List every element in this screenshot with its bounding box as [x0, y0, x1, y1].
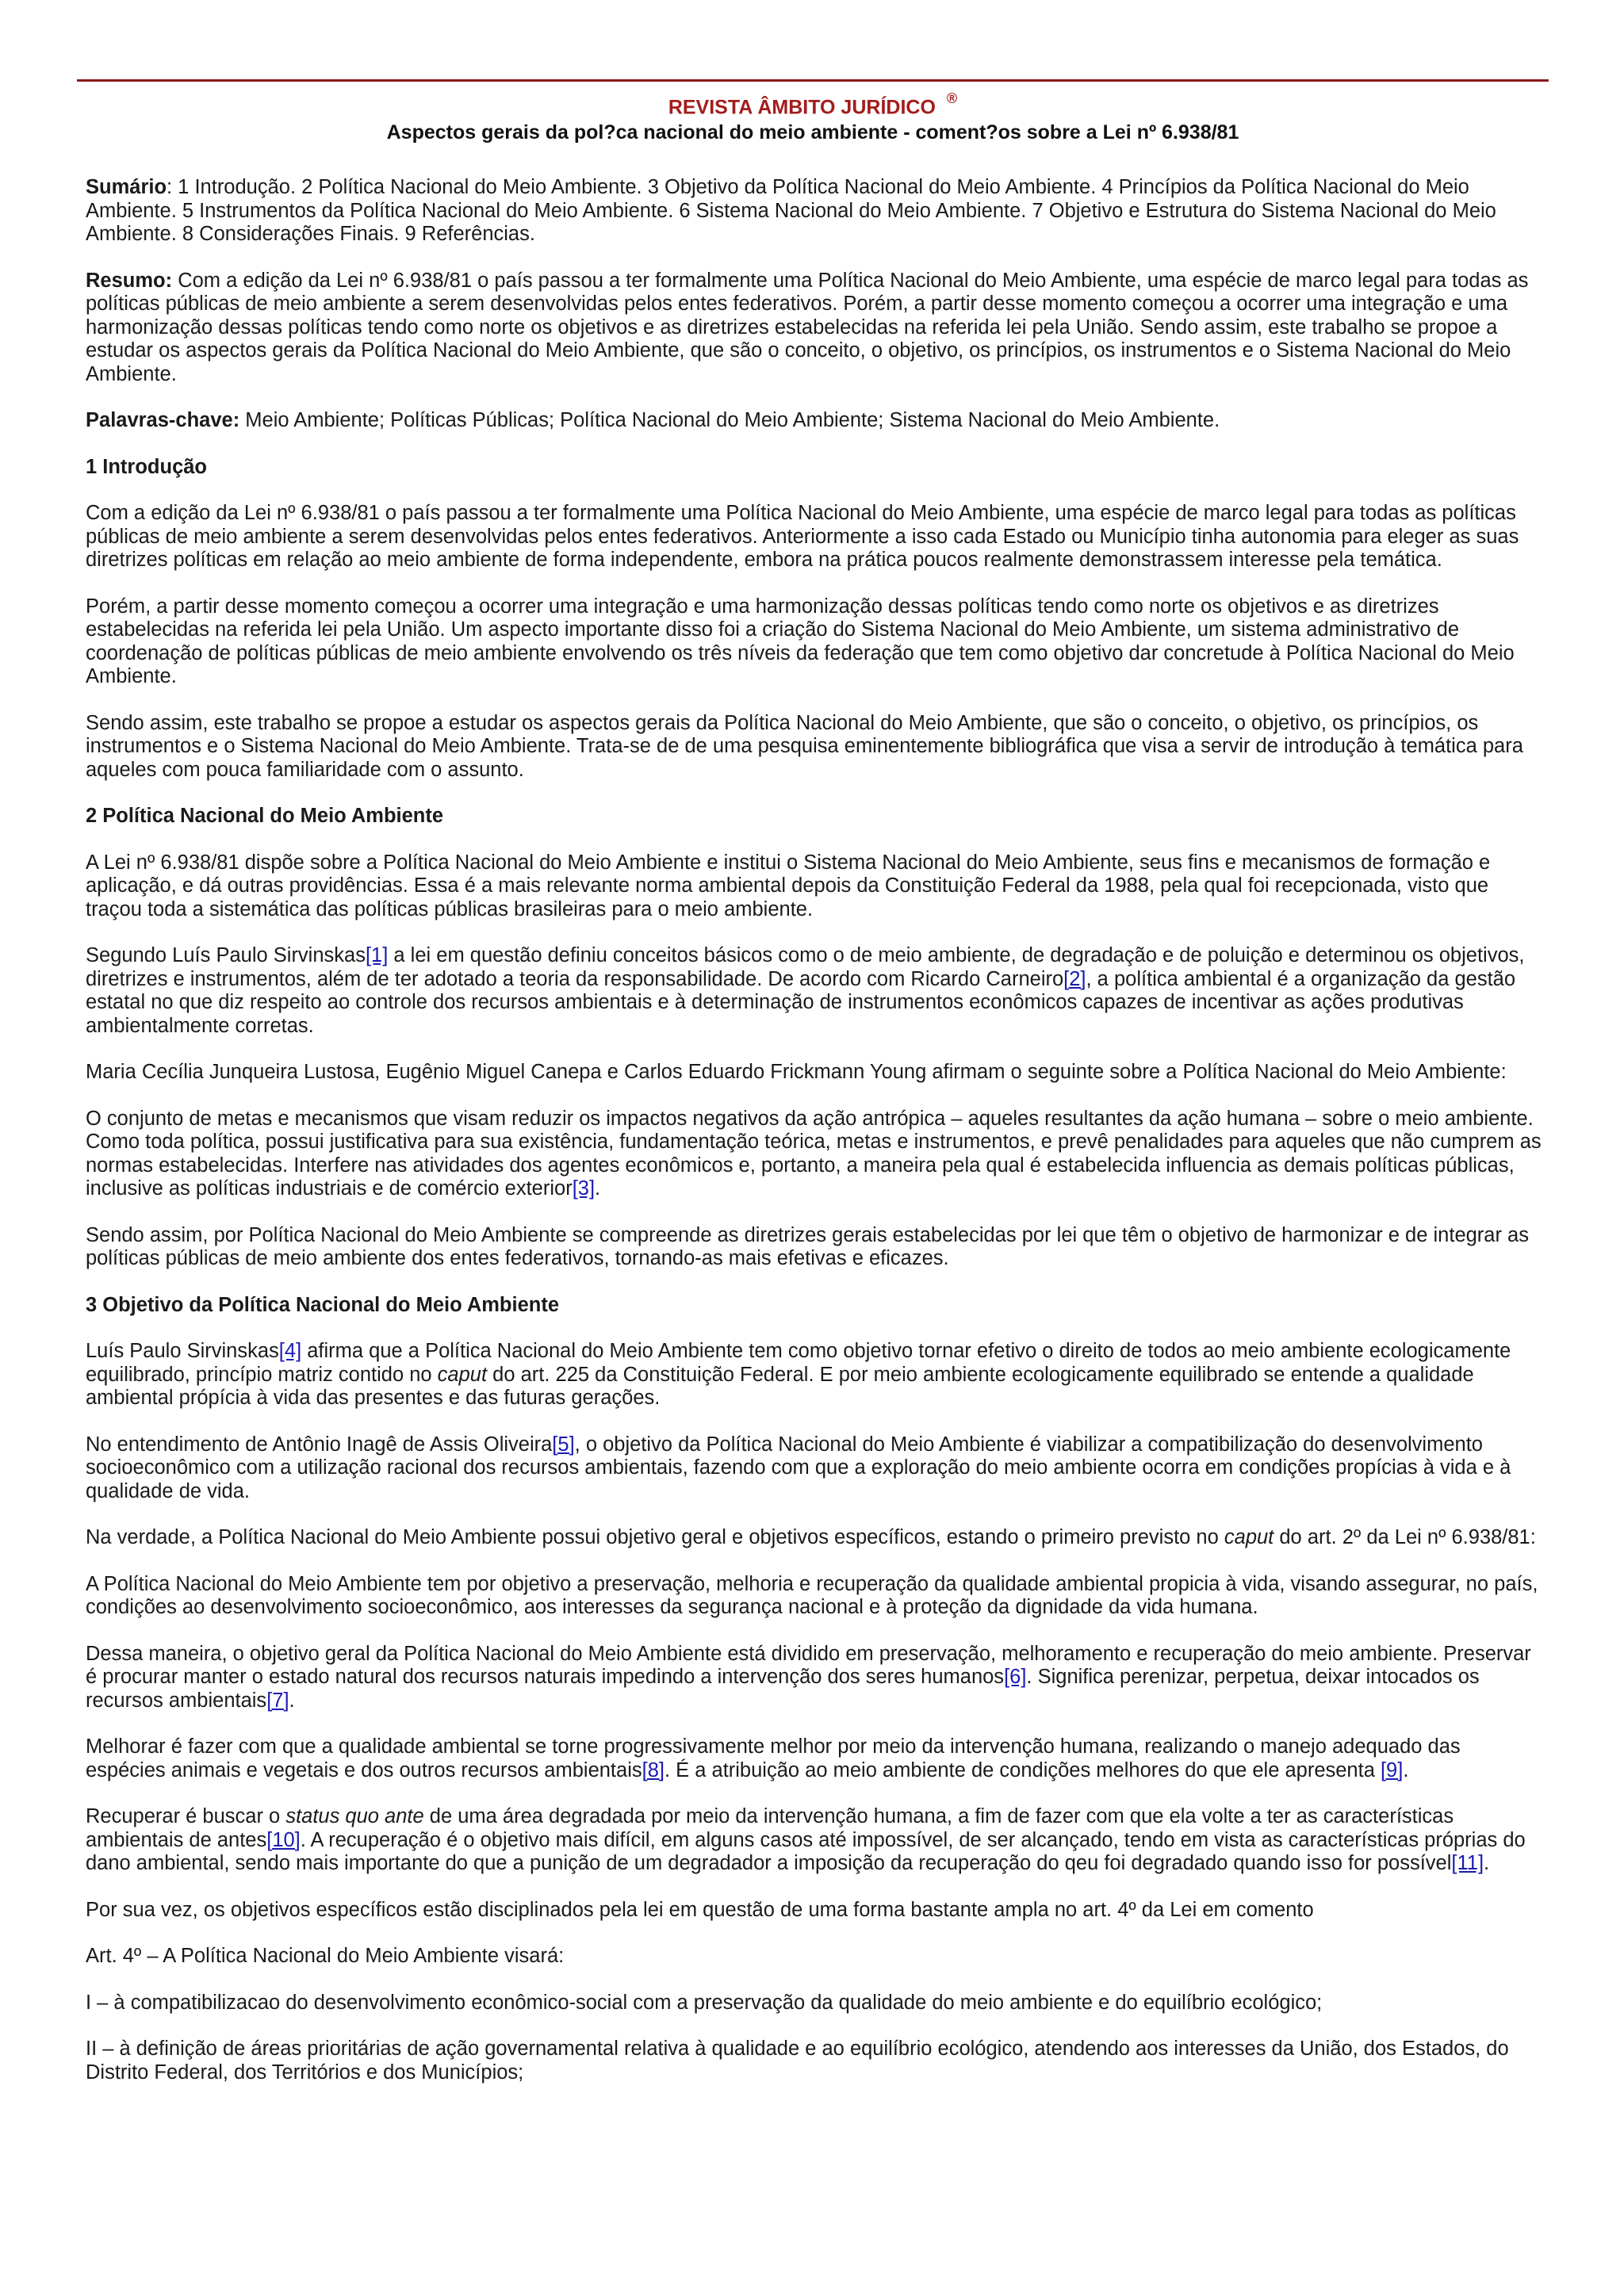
paragraph: Por sua vez, os objetivos específicos estão disciplinados pela lei em questão de uma forma bastante ampla no art. 4º da Lei em comento — [86, 1898, 1314, 1921]
text-run: do art. 225 da Constituição Federal. E por meio ambiente ecologicamente equilibrado se entende a qualidade ambiental própícia à vida das presentes e das futuras gerações. — [86, 1363, 1474, 1409]
text-run: Na verdade, a Política Nacional do Meio Ambiente possui objetivo geral e objetivos específicos, estando o primeiro previsto no — [86, 1526, 1224, 1548]
paragraph: A Lei nº 6.938/81 dispõe sobre a Política Nacional do Meio Ambiente e institui o Sistema Nacional do Meio Ambiente, seus fins e mecanismos de formação e aplicação, e dá outras providências. Essa é a mais relevante norma ambiental depois da Constituição Federal da 1988, pela qual foi recepcionada, visto que traçou toda a sistemática das políticas públicas brasileiras para o meio ambiente. — [86, 851, 1491, 920]
law-item: I – à compatibilizacao do desenvolvimento econômico-social com a preservação da qualidade do meio ambiente e do equilíbrio ecológico; — [86, 1991, 1323, 2014]
text-run: , o objetivo da Política Nacional do Meio Ambiente é viabilizar a compatibilização do desenvolvimento socioeconômico com a utilização racional dos recursos ambientais, fazendo com que a exploração do meio ambiente ocorra em condições propícias à vida e à qualidade de vida. — [86, 1433, 1511, 1502]
text-run: Segundo Luís Paulo Sirvinskas — [86, 944, 366, 966]
article-body — [86, 176, 1543, 2107]
article-title: Aspectos gerais da pol?ca nacional do meio ambiente - coment?os sobre a Lei nº 6.938/81 — [386, 121, 1239, 144]
footnote-link-8[interactable]: [8] — [642, 1758, 665, 1781]
text-run: O conjunto de metas e mecanismos que visam reduzir os impactos negativos da ação antrópica – aqueles resultantes da ação humana – sobre o meio ambiente. Como toda política, possui justificativa para sua existência, fundamentação teórica, metas e instrumentos, e prevê penalidades para aqueles que não cumprem as normas estabelecidas. Interfere nas atividades dos agentes econômicos e, portanto, a maneira pela qual é estabelecida influencia as demais políticas públicas, inclusive as políticas industriais e de comércio exterior — [86, 1107, 1542, 1200]
keywords-label: Palavras-chave: — [86, 409, 240, 431]
paragraph — [86, 1643, 1543, 1713]
text-run: . — [1403, 1758, 1409, 1781]
keywords-text: Meio Ambiente; Políticas Públicas; Política Nacional do Meio Ambiente; Sistema Nacional do Meio Ambiente. — [239, 409, 1220, 431]
footnote-link-1[interactable]: [1] — [365, 944, 389, 966]
footnote-link-10[interactable]: [10] — [266, 1828, 301, 1851]
document-header — [77, 89, 1549, 145]
abstract-text: Com a edição da Lei nº 6.938/81 o país passou a ter formalmente uma Política Nacional do Meio Ambiente, uma espécie de marco legal para todas as políticas públicas de meio ambiente a serem desenvolvidas pelos entes federativos. Porém, a partir desse momento começou a ocorrer uma integração e uma harmonização dessas políticas tendo como norte os objetivos e as diretrizes estabelecidas na referida lei pela União. Sendo assim, este trabalho se propoe a estudar os aspectos gerais da Política Nacional do Meio Ambiente, que são o conceito, o objetivo, os princípios, os instrumentos e o Sistema Nacional do Meio Ambiente. — [86, 269, 1529, 385]
paragraph — [86, 1433, 1543, 1504]
section-heading-3: 3 Objetivo da Política Nacional do Meio Ambiente — [86, 1293, 559, 1316]
text-run: . — [289, 1689, 295, 1712]
text-run: . — [1484, 1852, 1490, 1874]
paragraph: Maria Cecília Junqueira Lustosa, Eugênio Miguel Canepa e Carlos Eduardo Frickmann Young afirmam o seguinte sobre a Política Nacional do Meio Ambiente: — [86, 1061, 1507, 1083]
text-run: do art. 2º da Lei nº 6.938/81: — [1274, 1526, 1536, 1548]
footnote-link-5[interactable]: [5] — [552, 1433, 575, 1456]
section-heading-2: 2 Política Nacional do Meio Ambiente — [86, 805, 444, 827]
paragraph — [86, 1340, 1543, 1410]
abstract-label: Resumo: — [86, 269, 173, 292]
paragraph — [86, 1526, 1543, 1550]
text-run: Dessa maneira, o objetivo geral da Política Nacional do Meio Ambiente está dividido em preservação, melhoramento e recuperação do meio ambiente. Preservar é procurar manter o estado natural dos recursos naturais impedindo a intervenção dos seres humanos — [86, 1642, 1531, 1688]
registered-mark: ® — [946, 90, 958, 106]
text-run: , a política ambiental é a organização da gestão estatal no que diz respeito ao controle dos recursos ambientais e à determinação de instrumentos econômicos capazes de incentivar as ações produtivas ambientalmente corretas. — [86, 967, 1516, 1037]
text-run: . — [595, 1177, 601, 1200]
italic-term: status quo ante — [285, 1805, 424, 1827]
keywords-paragraph — [86, 409, 1543, 433]
paragraph: Com a edição da Lei nº 6.938/81 o país passou a ter formalmente uma Política Nacional do Meio Ambiente, uma espécie de marco legal para todas as políticas públicas de meio ambiente a serem desenvolvidas pelos entes federativos. Anteriormente a isso cada Estado ou Município tinha autonomia para eleger as suas diretrizes políticas em relação ao meio ambiente de forma independente, embora na prática poucos realmente demonstrassem interesse pela temática. — [86, 502, 1519, 571]
summary-paragraph — [86, 176, 1543, 247]
text-run: Luís Paulo Sirvinskas — [86, 1340, 279, 1362]
footnote-link-11[interactable]: [11] — [1451, 1852, 1484, 1874]
paragraph — [86, 1735, 1543, 1782]
text-run: . A recuperação é o objetivo mais difícil, em alguns casos até impossível, de ser alcançado, tendo em vista as características próprias do dano ambiental, sendo mais importante do que a punição de um degradador a imposição da recuperação do qeu foi degradado quando isso for possível — [86, 1828, 1526, 1874]
journal-name-text: REVISTA ÂMBITO JURÍDICO — [668, 96, 936, 119]
text-run: afirma que a Política Nacional do Meio Ambiente tem como objetivo tornar efetivo o direito de todos ao meio ambiente ecologicamente equilibrado, princípio matriz contido no — [86, 1340, 1511, 1386]
section-heading-1: 1 Introdução — [86, 455, 208, 478]
text-run: a lei em questão definiu conceitos básicos como o de meio ambiente, de degradação e de poluição e determinou os objetivos, diretrizes e instrumentos, além de ter adotado a teoria da responsabilidade. De acordo com Ricardo Carneiro — [86, 944, 1525, 990]
footnote-link-6[interactable]: [6] — [1004, 1666, 1027, 1688]
italic-term: caput — [437, 1363, 488, 1386]
footnote-link-4[interactable]: [4] — [278, 1340, 302, 1362]
quote-paragraph: A Política Nacional do Meio Ambiente tem por objetivo a preservação, melhoria e recuperação da qualidade ambiental propicia à vida, visando assegurar, no país, condições ao desenvolvimento socioeconômico, aos interesses da segurança nacional e à proteção da dignidade da vida humana. — [86, 1572, 1538, 1618]
paragraph — [86, 944, 1543, 1038]
italic-term: caput — [1224, 1526, 1274, 1548]
summary-label: Sumário — [86, 176, 167, 198]
text-run: No entendimento de Antônio Inagê de Assis Oliveira — [86, 1433, 553, 1456]
text-run: de uma área degradada por meio da intervenção humana, a fim de fazer com que ela volte a ter as características ambientais de antes — [86, 1805, 1454, 1851]
footnote-link-9[interactable]: [9] — [1380, 1758, 1404, 1781]
law-item: II – à definição de áreas prioritárias de ação governamental relativa à qualidade e ao equilíbrio ecológico, atendendo aos interesses da União, dos Estados, do Distrito Federal, dos Territórios e dos Municípios; — [86, 2038, 1509, 2084]
abstract-paragraph — [86, 270, 1543, 387]
text-run: Melhorar é fazer com que a qualidade ambiental se torne progressivamente melhor por meio da intervenção humana, realizando o manejo adequado das espécies animais e vegetais e dos outros recursos ambientais — [86, 1735, 1461, 1781]
text-run: . Significa perenizar, perpetua, deixar intocados os recursos ambientais — [86, 1666, 1480, 1712]
paragraph — [86, 1805, 1543, 1876]
paragraph: Sendo assim, por Política Nacional do Meio Ambiente se compreende as diretrizes gerais estabelecidas por lei que têm o objetivo de harmonizar e de integrar as políticas públicas de meio ambiente dos entes federativos, tornando-as mais efetivas e eficazes. — [86, 1223, 1529, 1269]
header-rule — [77, 79, 1549, 82]
paragraph: Sendo assim, este trabalho se propoe a estudar os aspectos gerais da Política Nacional do Meio Ambiente, que são o conceito, o objetivo, os princípios, os instrumentos e o Sistema Nacional do Meio Ambiente. Trata-se de de uma pesquisa eminentemente bibliográfica que visa a servir de introdução à temática para aqueles com pouca familiaridade com o assunto. — [86, 711, 1523, 781]
summary-text: : 1 Introdução. 2 Política Nacional do Meio Ambiente. 3 Objetivo da Política Nacional do Meio Ambiente. 4 Princípios da Política Nacional do Meio Ambiente. 5 Instrumentos da Política Nacional do Meio Ambiente. 6 Sistema Nacional do Meio Ambiente. 7 Objetivo e Estrutura do Sistema Nacional do Meio Ambiente. 8 Considerações Finais. 9 Referências. — [86, 176, 1496, 245]
footnote-link-2[interactable]: [2] — [1063, 967, 1086, 990]
text-run: Recuperar é buscar o — [86, 1805, 286, 1827]
paragraph: Porém, a partir desse momento começou a ocorrer uma integração e uma harmonização dessas políticas tendo como norte os objetivos e as diretrizes estabelecidas na referida lei pela União. Um aspecto importante disso foi a criação do Sistema Nacional do Meio Ambiente, um sistema administrativo de coordenação de políticas públicas de meio ambiente envolvendo os três níveis da federação que tem como objetivo dar concretude à Política Nacional do Meio Ambiente. — [86, 595, 1515, 687]
text-run: . É a atribuição ao meio ambiente de condições melhores do que ele apresenta — [664, 1758, 1381, 1781]
law-article: Art. 4º – A Política Nacional do Meio Ambiente visará: — [86, 1945, 565, 1967]
journal-name — [77, 89, 1549, 120]
footnote-link-7[interactable]: [7] — [266, 1689, 289, 1712]
quote-paragraph — [86, 1108, 1543, 1201]
footnote-link-3[interactable]: [3] — [572, 1177, 596, 1200]
